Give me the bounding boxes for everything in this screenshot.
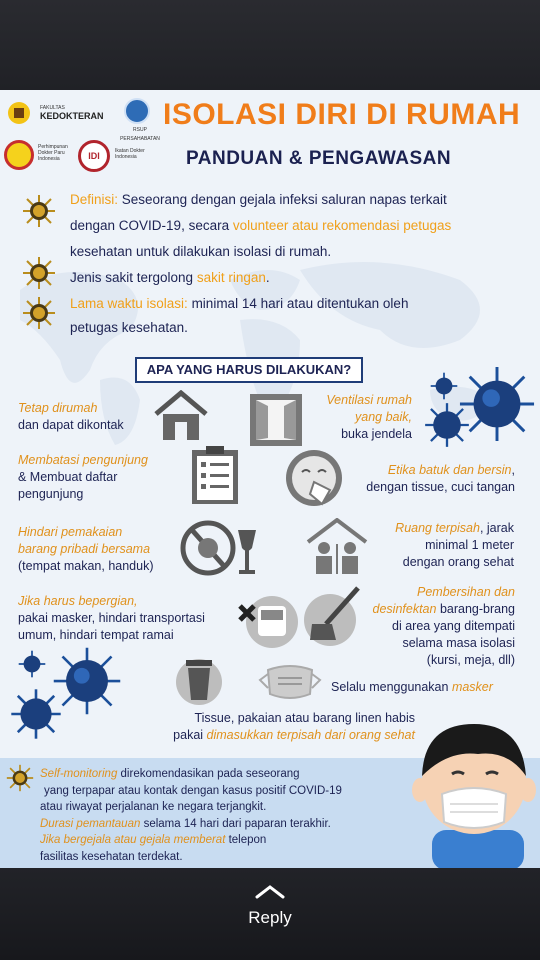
coronavirus-illustration-icon (10, 688, 62, 740)
avoid-sharing-text: Hindari pemakaian barang pribadi bersama (tempat makan, handuk) (18, 525, 154, 573)
question-box: APA YANG HARUS DILAKUKAN? (135, 357, 363, 383)
poster-title: ISOLASI DIRI DI RUMAH (163, 98, 521, 131)
pdpi-logo-icon (4, 140, 34, 170)
viewer-top-bar (0, 0, 540, 90)
no-public-transport-icon (236, 590, 300, 650)
trash-bin-icon (174, 652, 224, 706)
hospital-label: RSUP PERSAHABATAN (120, 127, 160, 142)
definition-label: Definisi: (70, 192, 119, 207)
window-icon (248, 392, 304, 448)
coronavirus-illustration-icon (424, 402, 470, 448)
coronavirus-illustration-icon (52, 646, 122, 716)
poster-image (0, 90, 540, 868)
clipboard-list-icon (190, 444, 240, 506)
definition-line-1: Definisi: Seseorang dengan gejala infeksi saluran napas terkait (70, 192, 447, 207)
faculty-small-label: FAKULTAS (40, 105, 65, 111)
hospital-logo-icon (124, 98, 150, 124)
faculty-label: KEDOKTERAN (40, 111, 104, 121)
travel-text: Jika harus bepergian, pakai masker, hindari transportasi umum, hindari tempat ramai (18, 594, 205, 642)
illness-type-line: Jenis sakit tergolong sakit ringan. (70, 270, 270, 285)
isolation-duration-line-1: Lama waktu isolasi: minimal 14 hari atau ditentukan oleh (70, 296, 409, 311)
virus-bullet-icon (22, 194, 56, 228)
pdpi-label: Perhimpunan Dokter Paru Indonesia (38, 144, 68, 162)
definition-line-3: kesehatan untuk dilakukan isolasi di rumah. (70, 244, 332, 259)
house-icon (152, 390, 210, 442)
disinfection-text: Pembersihan dan desinfektan barang-brang di area yang ditempati selama masa isolasi (kursi, meja, dll) (372, 585, 515, 667)
linen-text: Tissue, pakaian atau barang linen habis pakai dimasukkan terpisah dari orang sehat (173, 711, 415, 742)
stay-home-text: Tetap dirumah dan dapat dikontak (18, 401, 124, 432)
isolation-duration-line-2: petugas kesehatan. (70, 320, 188, 335)
coronavirus-illustration-icon (18, 650, 46, 678)
reply-button[interactable] (0, 884, 540, 928)
masked-boy-illustration (408, 698, 540, 868)
limit-visitors-text: Membatasi pengunjung & Membuat daftar pengunjung (18, 453, 148, 501)
virus-bullet-icon (6, 764, 34, 792)
cleaning-mop-icon (302, 584, 362, 648)
always-mask-text: Selalu menggunakan masker (331, 680, 493, 694)
no-shared-utensils-icon (180, 518, 260, 578)
separate-room-text: Ruang terpisah, jarak minimal 1 meter dengan orang sehat (395, 521, 514, 569)
poster-subtitle: PANDUAN & PENGAWASAN (186, 148, 452, 169)
institution-logos (0, 90, 160, 180)
face-mask-icon (258, 662, 322, 702)
coronavirus-illustration-icon (430, 372, 458, 400)
idi-label: Ikatan Dokter Indonesia (115, 148, 145, 160)
coughing-face-icon (284, 448, 344, 508)
ventilation-text: Ventilasi rumah yang baik, buka jendela (326, 393, 412, 441)
idi-logo-icon: IDI (78, 140, 110, 172)
cough-etiquette-text: Etika batuk dan bersin, dengan tissue, cuci tangan (366, 463, 515, 494)
virus-bullet-icon (22, 256, 56, 290)
reply-label: Reply (248, 908, 292, 927)
separate-room-icon (306, 518, 368, 576)
virus-bullet-icon (22, 296, 56, 330)
chevron-up-icon (253, 884, 287, 900)
university-emblem-icon (5, 100, 33, 130)
definition-line-2: dengan COVID-19, secara volunteer atau rekomendasi petugas (70, 218, 452, 233)
self-monitoring-text: Self-monitoring direkomendasikan pada seseorang yang terpapar atau kontak dengan kasus positif COVID-19 atau riwayat perjalanan ke negara terjangkit. Durasi pemantauan selama 14 hari dari paparan terakhir. Jika bergejala atau gejala memberat telepon fasilitas kesehatan terdekat. (40, 768, 342, 863)
